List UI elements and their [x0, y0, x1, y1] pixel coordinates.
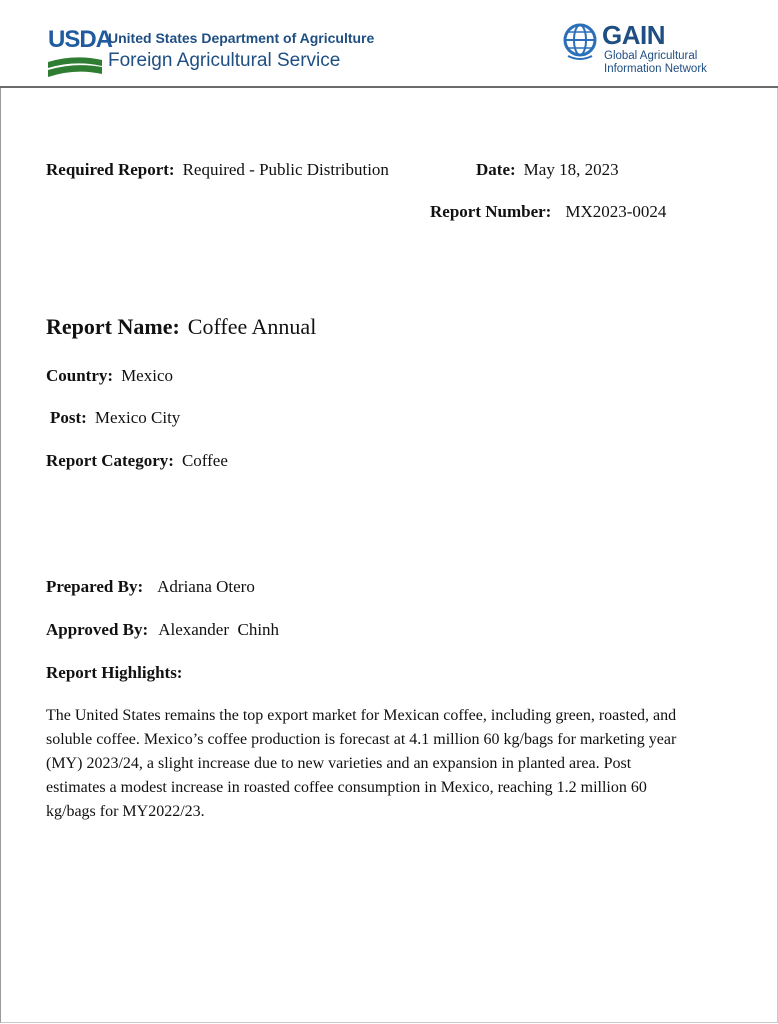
usda-logo-wordmark: USDA [48, 26, 113, 53]
report-highlights-label: Report Highlights: [46, 663, 183, 682]
document-header [0, 0, 778, 88]
usda-hills-icon [48, 52, 102, 78]
gain-subtitle [604, 50, 764, 76]
gain-title: GAIN [602, 20, 665, 50]
gain-logo-block [562, 20, 752, 82]
report-category-label: Report Category: [46, 451, 174, 470]
report-highlights-text: The United States remains the top export market for Mexican coffee, including green, roasted, and soluble coffee. Mexico’s coffee production is forecast at 4.1 million 60 kg/bags for marketing year (MY) 2023/24, a slight increase due to new varieties and an expansion in planted area. Post estimates a modest increase in roasted coffee consumption in Mexico, reaching 1.2 million 60 kg/bags for MY2022/23. [46, 707, 677, 820]
gain-subtitle-line2: Information Network [604, 63, 707, 75]
post-value: Mexico City [94, 408, 181, 427]
country-label: Country: [46, 366, 114, 385]
report-number-value: MX2023-0024 [565, 202, 667, 221]
prepared-by-row [46, 577, 255, 597]
country-row [46, 366, 173, 386]
report-name-row [46, 314, 316, 340]
approved-by-value: Alexander Chinh [158, 620, 280, 639]
prepared-by-label: Prepared By: [46, 577, 144, 596]
foreign-agricultural-service-name: Foreign Agricultural Service [108, 50, 341, 71]
report-name-value: Coffee Annual [187, 314, 317, 339]
report-category-value: Coffee [181, 451, 228, 470]
date-value: May 18, 2023 [523, 160, 619, 179]
approved-by-row [46, 620, 279, 640]
country-value: Mexico [121, 366, 173, 385]
report-number-label: Report Number: [430, 202, 552, 221]
usda-department-name: United States Department of Agriculture [108, 30, 375, 46]
required-report-row [46, 160, 389, 180]
usda-logo [48, 22, 113, 76]
prepared-by-value: Adriana Otero [157, 577, 255, 596]
report-category-row [46, 451, 228, 471]
approved-by-label: Approved By: [46, 620, 149, 639]
required-report-label: Required Report: [46, 160, 175, 179]
report-highlights-heading [46, 663, 182, 683]
post-label: Post: [50, 408, 87, 427]
date-label: Date: [476, 160, 516, 179]
post-row [50, 408, 180, 428]
date-row [476, 160, 619, 180]
required-report-value: Required - Public Distribution [182, 160, 389, 179]
gain-subtitle-line1: Global Agricultural [604, 50, 698, 62]
globe-icon [562, 22, 598, 62]
report-number-row [430, 202, 666, 222]
usda-logo-block [48, 22, 375, 82]
report-name-label: Report Name: [46, 314, 180, 339]
